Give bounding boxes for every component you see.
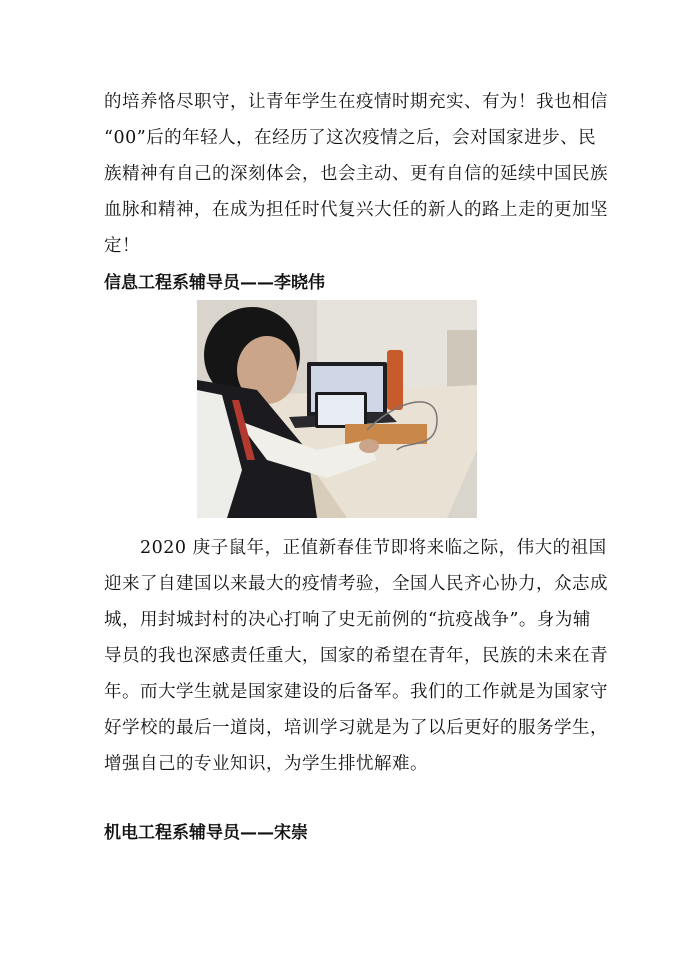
paragraph-line: 定！ [104, 236, 140, 256]
paragraph-line: 城，用封城封村的决心打响了史无前例的“抗疫战争”。身为辅 [104, 610, 591, 630]
paragraph-line: 好学校的最后一道岗，培训学习就是为了以后更好的服务学生， [104, 718, 608, 738]
paragraph-line: 增强自己的专业知识，为学生排忧解难。 [104, 754, 428, 774]
paragraph-line: 族精神有自己的深刻体会，也会主动、更有自信的延续中国民族 [104, 164, 608, 184]
paragraph-line: 年。而大学生就是国家建设的后备军。我们的工作就是为国家守 [104, 682, 608, 702]
paragraph-line: 导员的我也深感责任重大，国家的希望在青年，民族的未来在青 [104, 646, 608, 666]
paragraph-line: 血脉和精神，在成为担任时代复兴大任的新人的路上走的更加坚 [104, 200, 608, 220]
section-heading: 机电工程系辅导员——宋崇 [104, 823, 308, 843]
photo-person-at-laptop [197, 300, 477, 518]
paragraph-line: 的培养恪尽职守，让青年学生在疫情时期充实、有为！我也相信 [104, 92, 608, 112]
paragraph-line: 迎来了自建国以来最大的疫情考验，全国人民齐心协力，众志成 [104, 574, 608, 594]
section-heading: 信息工程系辅导员——李晓伟 [104, 273, 325, 293]
paragraph-line: 2020 庚子鼠年，正值新春佳节即将来临之际，伟大的祖国 [140, 538, 607, 558]
paragraph-line: “00”后的年轻人，在经历了这次疫情之后，会对国家进步、民 [104, 128, 597, 148]
